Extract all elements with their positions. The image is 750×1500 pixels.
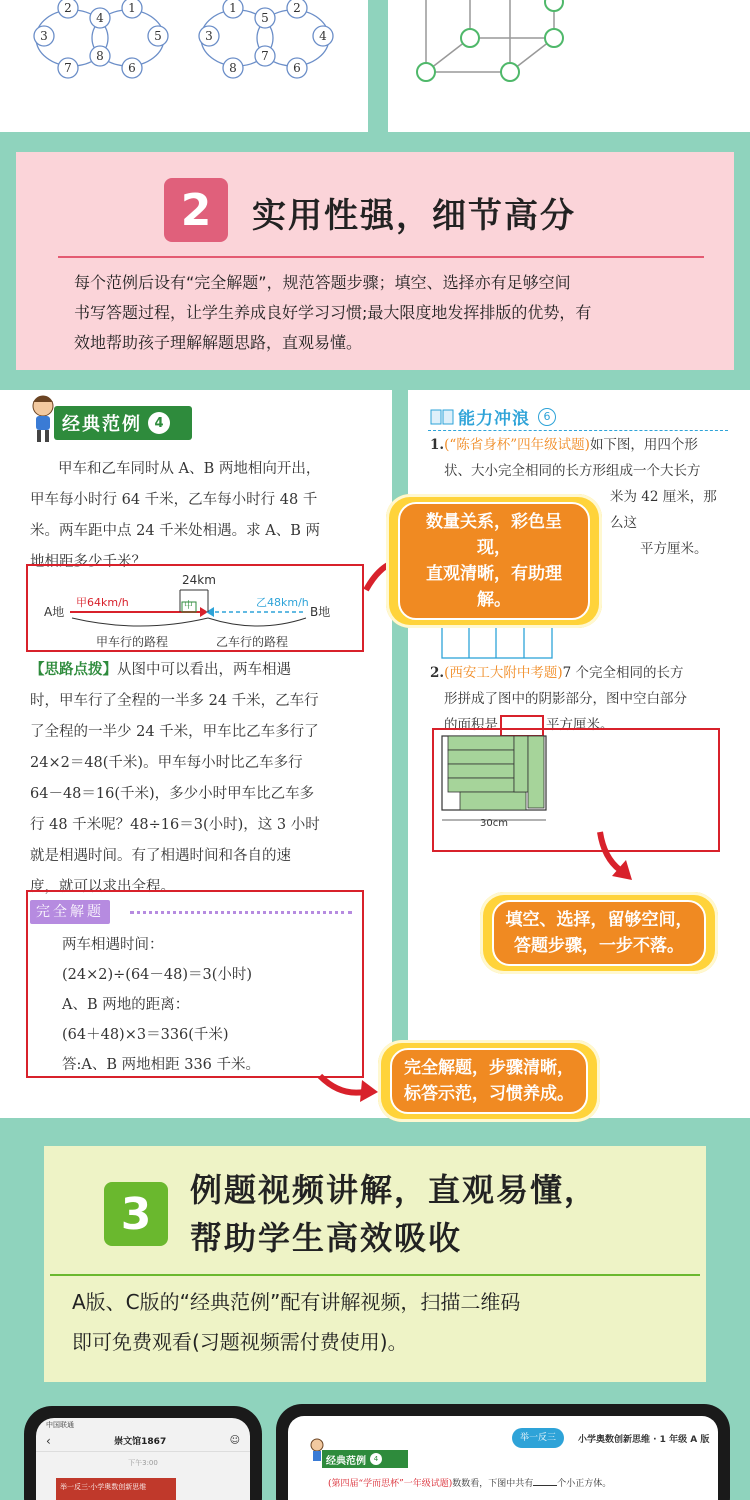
graph-b-node: 7 xyxy=(261,49,269,63)
dist-label: 24km xyxy=(182,573,216,587)
divider xyxy=(58,256,704,258)
exercise-heading: 能力冲浪 6 xyxy=(458,404,556,429)
heading-label: 经典范例 xyxy=(62,414,142,435)
callout-bubble-3: 完全解题，步骤清晰， 标答示范，习惯养成。 xyxy=(378,1040,600,1122)
chat-time: 下午3:00 xyxy=(128,1459,158,1467)
feature-banner-2 xyxy=(16,152,734,370)
back-icon[interactable]: ‹ xyxy=(46,1433,51,1448)
solution-dotted-line xyxy=(130,911,352,914)
section-number-badge: 3 xyxy=(104,1182,168,1246)
top-right-card xyxy=(388,0,750,132)
top-left-card xyxy=(0,0,368,132)
graph-b-node: 6 xyxy=(293,61,301,75)
path-b-label: 乙车行的路程 xyxy=(216,635,289,649)
graph-a-node: 6 xyxy=(128,61,136,75)
hint-label: 【思路点拨】 xyxy=(30,661,117,678)
phone-carrier: 中国联通 xyxy=(46,1421,74,1429)
graph-a-node: 2 xyxy=(64,1,72,15)
section-title: 例题视频讲解，直观易懂， 帮助学生高效吸收 xyxy=(190,1171,599,1257)
kid-mascot-icon xyxy=(30,394,56,444)
speed-a-label: 甲64km/h xyxy=(76,596,129,609)
solution-label: 完全解题 xyxy=(30,900,110,924)
tablet-heading-bar: 经典范例 4 xyxy=(322,1450,408,1468)
question-2: 2.(西安工大附中考题)7 个完全相同的长方 形拼成了图中的阴影部分，图中空白部分 的面积是 平方厘米。 xyxy=(430,660,730,738)
profile-icon[interactable]: ☺ xyxy=(229,1435,240,1446)
arrow-icon xyxy=(590,828,640,888)
graph-b-node: 8 xyxy=(229,61,237,75)
chat-message[interactable]: 举一反三·小学奥数创新思维 xyxy=(56,1478,176,1500)
circle-graph-diagram xyxy=(0,0,368,132)
hint-text: 【思路点拨】从图中可以看出，两车相遇 时，甲车行了全程的一半多 24 千米，乙车行 了全程的一半少 24 千米，甲车比乙车多行了 24×2＝48(千米)。甲车每小时比乙车多行 64－48＝16(千米)，多少小时甲车比乙车多 行 48 千米呢？48÷16＝3(小时)，这 3 小时 就是相遇时间。有了相遇时间和各自的速 度，就可以求出全程。 xyxy=(30,661,320,895)
phone-mockup xyxy=(24,1406,262,1500)
graph-a-node: 7 xyxy=(64,61,72,75)
tablet-logo: 举一反三 xyxy=(512,1428,564,1448)
solution-text: 两车相遇时间： (24×2)÷(64－48)＝3(小时) A、B 两地的距离： (64＋48)×3＝336(千米) 答:A、B 两地相距 336 千米。 xyxy=(62,937,261,1073)
heading-number: 4 xyxy=(148,412,170,434)
arrow-icon xyxy=(316,1066,382,1106)
left-book-page xyxy=(0,390,392,1118)
section-number-badge: 2 xyxy=(164,178,228,242)
graph-b-node: 1 xyxy=(229,1,237,15)
callout-bubble-1: 数量关系，彩色呈现， 直观清晰，有助理解。 xyxy=(386,494,602,628)
problem-text: 甲车和乙车同时从 A、B 两地相向开出， 甲车每小时行 64 千米，乙车每小时行 48 千 米。两车距中点 24 千米处相遇。求 A、B 两 地相距多少千米？ xyxy=(30,461,321,570)
graph-b-node: 5 xyxy=(261,11,269,25)
graph-a-node: 5 xyxy=(154,29,162,43)
callout-bubble-2: 填空、选择，留够空间， 答题步骤，一步不落。 xyxy=(480,892,718,974)
section-description: A版、C版的“经典范例”配有讲解视频，扫描二维码 即可免费观看(习题视频需付费使用)。 xyxy=(72,1290,521,1354)
feature-banner-3 xyxy=(44,1146,706,1382)
graph-a-node: 4 xyxy=(96,11,104,25)
heading-bar xyxy=(54,406,192,440)
shaded-rectangles-figure xyxy=(440,734,560,830)
divider xyxy=(50,1274,700,1276)
dimension-label: 30cm xyxy=(480,818,508,829)
heading-underline xyxy=(428,430,728,431)
tablet-question: (第四届“学而思杯”一年级试题)数数看，下图中共有 个小正方体。 xyxy=(328,1479,612,1489)
graph-a-node: 8 xyxy=(96,49,104,63)
exercise-heading-number: 6 xyxy=(538,408,556,426)
graph-a-node: 1 xyxy=(128,1,136,15)
cube-diagram xyxy=(388,0,750,132)
path-a-label: 甲车行的路程 xyxy=(96,635,169,649)
distance-diagram xyxy=(30,568,360,650)
book-icon xyxy=(430,408,454,426)
start-label: A地 xyxy=(44,605,65,619)
graph-b-node: 2 xyxy=(293,1,301,15)
graph-a-node: 3 xyxy=(40,29,48,43)
graph-b-node: 4 xyxy=(319,29,327,43)
speed-b-label: 乙48km/h xyxy=(256,596,309,609)
mid-label: 中 xyxy=(184,601,194,611)
section-description: 每个范例后设有“完全解题”，规范答题步骤；填空、选择亦有足够空间 书写答题过程，让学生养成良好学习习惯;最大限度地发挥排版的优势，有 效地帮助孩子理解解题思路，直观易懂。 xyxy=(74,273,592,352)
chat-title: 崇文馆1867 xyxy=(114,1437,167,1447)
section-title: 实用性强，细节高分 xyxy=(252,196,576,236)
graph-b-node: 3 xyxy=(205,29,213,43)
tablet-mockup xyxy=(276,1404,730,1500)
tablet-series: 小学奥数创新思维 · 1 年级 A 版 xyxy=(578,1435,710,1445)
end-label: B地 xyxy=(310,605,331,619)
question-1: 1.(“陈省身杯”四年级试题)如下图，用四个形 状、大小完全相同的长方形组成一个大长方 米为 42 厘米，那么这 平方厘米。 xyxy=(430,437,717,557)
